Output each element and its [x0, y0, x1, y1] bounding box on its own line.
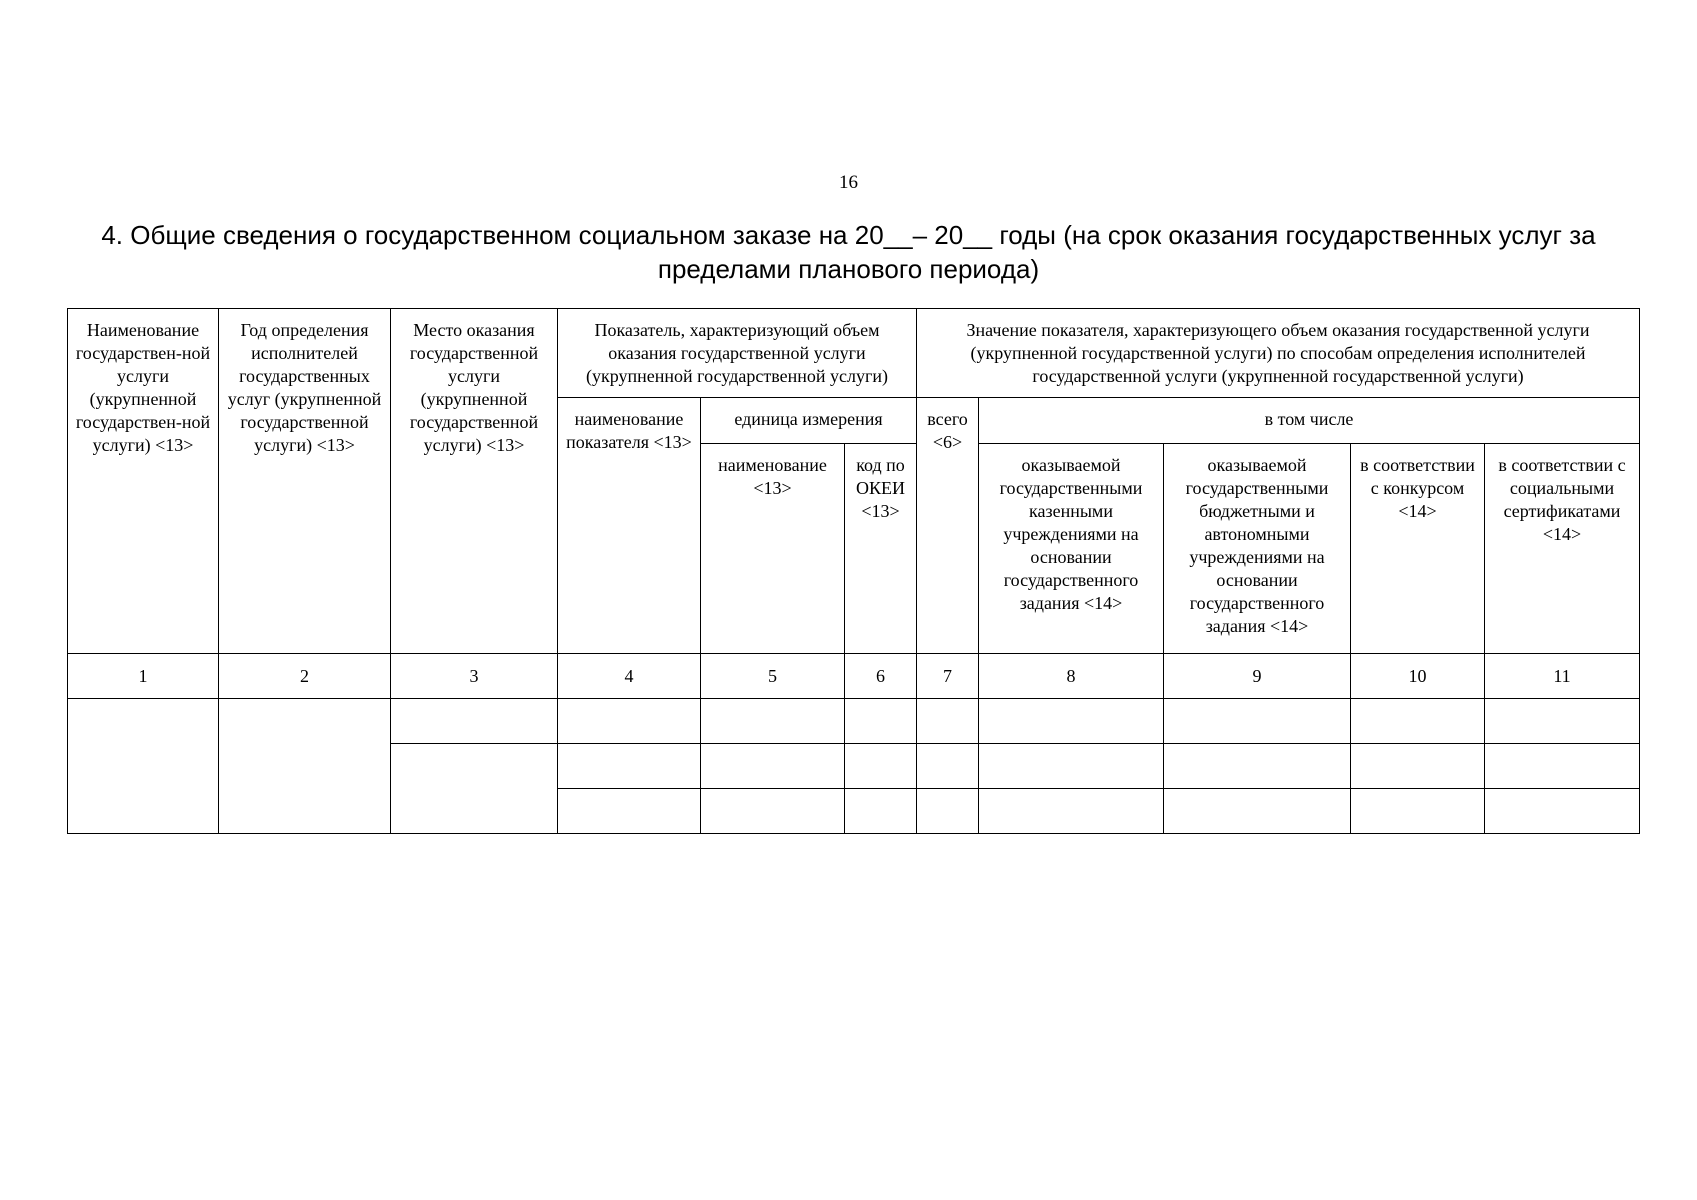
empty-cell — [1485, 699, 1640, 744]
header-social-certificates: в соответствии с социальными сертификатами <14> — [1485, 444, 1640, 654]
empty-cell — [979, 789, 1164, 834]
empty-cell — [917, 744, 979, 789]
section-title-line-1: 4. Общие сведения о государственном социальном заказе на 20__– 20__ годы (на срок оказания государственных услуг за — [101, 220, 1596, 250]
column-number: 5 — [701, 654, 845, 699]
empty-cell — [845, 789, 917, 834]
empty-cell — [391, 744, 558, 834]
empty-cell — [1351, 789, 1485, 834]
empty-cell — [1164, 789, 1351, 834]
empty-cell — [391, 699, 558, 744]
empty-cell — [1485, 789, 1640, 834]
header-service-name: Наименование государствен-ной услуги (укрупненной государствен-ной услуги) <13> — [68, 309, 219, 654]
header-total: всего <6> — [917, 398, 979, 654]
header-budget-autonomous: оказываемой государственными бюджетными и автономными учреждениями на основании государственного задания <14> — [1164, 444, 1351, 654]
empty-cell — [558, 789, 701, 834]
data-row — [68, 699, 1640, 744]
column-number: 8 — [979, 654, 1164, 699]
empty-cell — [219, 699, 391, 834]
header-place: Место оказания государственной услуги (укрупненной государственной услуги) <13> — [391, 309, 558, 654]
empty-cell — [845, 744, 917, 789]
empty-cell — [701, 744, 845, 789]
column-number: 4 — [558, 654, 701, 699]
column-number: 6 — [845, 654, 917, 699]
header-year: Год определения исполнителей государственных услуг (укрупненной государственной услуги) <13> — [219, 309, 391, 654]
column-number: 10 — [1351, 654, 1485, 699]
column-number-row — [68, 654, 1640, 699]
empty-cell — [1164, 699, 1351, 744]
empty-cell — [917, 699, 979, 744]
column-number: 3 — [391, 654, 558, 699]
empty-cell — [558, 699, 701, 744]
empty-cell — [701, 789, 845, 834]
empty-cell — [979, 699, 1164, 744]
column-number: 11 — [1485, 654, 1640, 699]
page-number: 16 — [839, 172, 858, 193]
empty-cell — [1164, 744, 1351, 789]
social-order-table — [67, 308, 1640, 834]
header-competition: в соответствии с конкурсом <14> — [1351, 444, 1485, 654]
header-indicator-group: Показатель, характеризующий объем оказания государственной услуги (укрупненной государственной услуги) — [558, 309, 917, 398]
empty-cell — [845, 699, 917, 744]
header-value-group: Значение показателя, характеризующего объем оказания государственной услуги (укрупненной государственной услуги) по способам определения исполнителей государственной услуги (укрупненной государственной услуги) — [917, 309, 1640, 398]
header-row-1 — [68, 309, 1640, 398]
section-title-line-2: пределами планового периода) — [657, 254, 1040, 284]
empty-cell — [558, 744, 701, 789]
empty-cell — [68, 699, 219, 834]
empty-cell — [979, 744, 1164, 789]
header-okei-code: код по ОКЕИ <13> — [845, 444, 917, 654]
section-title — [80, 218, 1617, 286]
header-unit-name: наименование <13> — [701, 444, 845, 654]
column-number: 2 — [219, 654, 391, 699]
empty-cell — [1351, 699, 1485, 744]
header-including: в том числе — [979, 398, 1640, 444]
header-indicator-name: наименование показателя <13> — [558, 398, 701, 654]
empty-cell — [1485, 744, 1640, 789]
header-unit-group: единица измерения — [701, 398, 917, 444]
column-number: 9 — [1164, 654, 1351, 699]
column-number: 1 — [68, 654, 219, 699]
column-number: 7 — [917, 654, 979, 699]
empty-cell — [1351, 744, 1485, 789]
empty-cell — [917, 789, 979, 834]
header-state-treasury: оказываемой государственными казенными учреждениями на основании государственного задания <14> — [979, 444, 1164, 654]
empty-cell — [701, 699, 845, 744]
